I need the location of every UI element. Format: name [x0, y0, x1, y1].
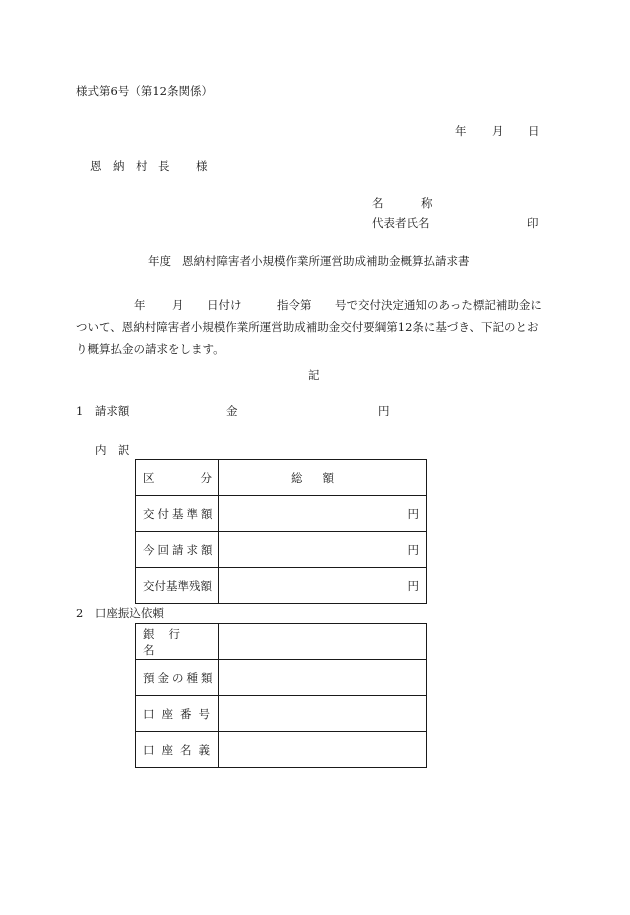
row-label: 今回請求額: [143, 542, 216, 557]
header-category-cell: [136, 460, 219, 496]
applicant-name-label-1: 名: [372, 196, 384, 210]
bank-value-cell[interactable]: [219, 732, 427, 768]
seal-mark: 印: [527, 216, 539, 230]
row-unit: 円: [407, 506, 419, 521]
bank-label: 銀行名: [143, 626, 194, 657]
body-line1-text: 号で交付決定通知のあった標記補助金に: [335, 298, 542, 312]
bank-label: 口座名義: [143, 742, 217, 757]
table-row: [136, 660, 427, 696]
table-row: [136, 696, 427, 732]
breakdown-label-1: 内: [95, 443, 107, 457]
row-label: 交付基準残額: [143, 578, 212, 593]
addressee-char-4: 長: [158, 159, 170, 173]
table-row: [136, 624, 427, 660]
table-header-row: [136, 460, 427, 496]
ki-heading: 記: [308, 368, 320, 382]
row-value-cell[interactable]: [219, 568, 427, 604]
title-fiscal-year: 年度: [148, 254, 171, 268]
bank-label: 口座番号: [143, 706, 217, 721]
form-number: 様式第6号（第12条関係）: [76, 84, 213, 98]
date-month: 月: [492, 124, 504, 138]
addressee-char-3: 村: [136, 159, 148, 173]
date-year: 年: [455, 124, 467, 138]
row-label: 交付基準額: [143, 506, 216, 521]
bank-label-cell: [136, 696, 219, 732]
body-paragraph: [76, 294, 556, 360]
table-row: [136, 732, 427, 768]
bank-label: 預金の種類: [143, 670, 216, 685]
row-value-cell[interactable]: [219, 532, 427, 568]
document-title: 恩納村障害者小規模作業所運営助成補助金概算払請求書: [182, 254, 470, 268]
body-line-3: り概算払金の請求をします。: [76, 342, 225, 356]
body-month: 月: [172, 298, 184, 312]
row-label-cell: [136, 532, 219, 568]
section2-label: 2 口座振込依頼: [76, 606, 164, 620]
bank-label-cell: [136, 732, 219, 768]
table-row: [136, 568, 427, 604]
bank-table: [135, 623, 427, 768]
breakdown-table: [135, 459, 427, 604]
applicant-representative-label: 代表者氏名: [372, 216, 430, 230]
header-category-2: 分: [200, 470, 212, 485]
header-total-cell: [219, 460, 427, 496]
bank-value-cell[interactable]: [219, 660, 427, 696]
section1-label: 1 請求額: [76, 404, 130, 418]
table-row: [136, 532, 427, 568]
addressee-honorific: 様: [196, 159, 208, 173]
bank-value-cell[interactable]: [219, 696, 427, 732]
row-unit: 円: [407, 542, 419, 557]
body-order-no: 指令第: [277, 298, 312, 312]
row-unit: 円: [407, 578, 419, 593]
row-value-cell[interactable]: [219, 496, 427, 532]
row-label-cell: [136, 568, 219, 604]
amount-prefix: 金: [226, 404, 238, 418]
body-year: 年: [134, 298, 146, 312]
body-date-suffix: 日付け: [207, 298, 242, 312]
addressee-char-2: 納: [113, 159, 125, 173]
amount-currency: 円: [378, 404, 390, 418]
date-day: 日: [528, 124, 540, 138]
addressee-char-1: 恩: [90, 159, 102, 173]
table-row: [136, 496, 427, 532]
applicant-name-label-2: 称: [421, 196, 433, 210]
bank-label-cell: [136, 624, 219, 660]
header-category-1: 区: [143, 470, 155, 485]
header-total: 総額: [291, 470, 354, 485]
body-line-2: ついて、恩納村障害者小規模作業所運営助成補助金交付要綱第12条に基づき、下記のとお: [76, 320, 539, 334]
breakdown-label-2: 訳: [118, 443, 130, 457]
row-label-cell: [136, 496, 219, 532]
bank-value-cell[interactable]: [219, 624, 427, 660]
bank-label-cell: [136, 660, 219, 696]
